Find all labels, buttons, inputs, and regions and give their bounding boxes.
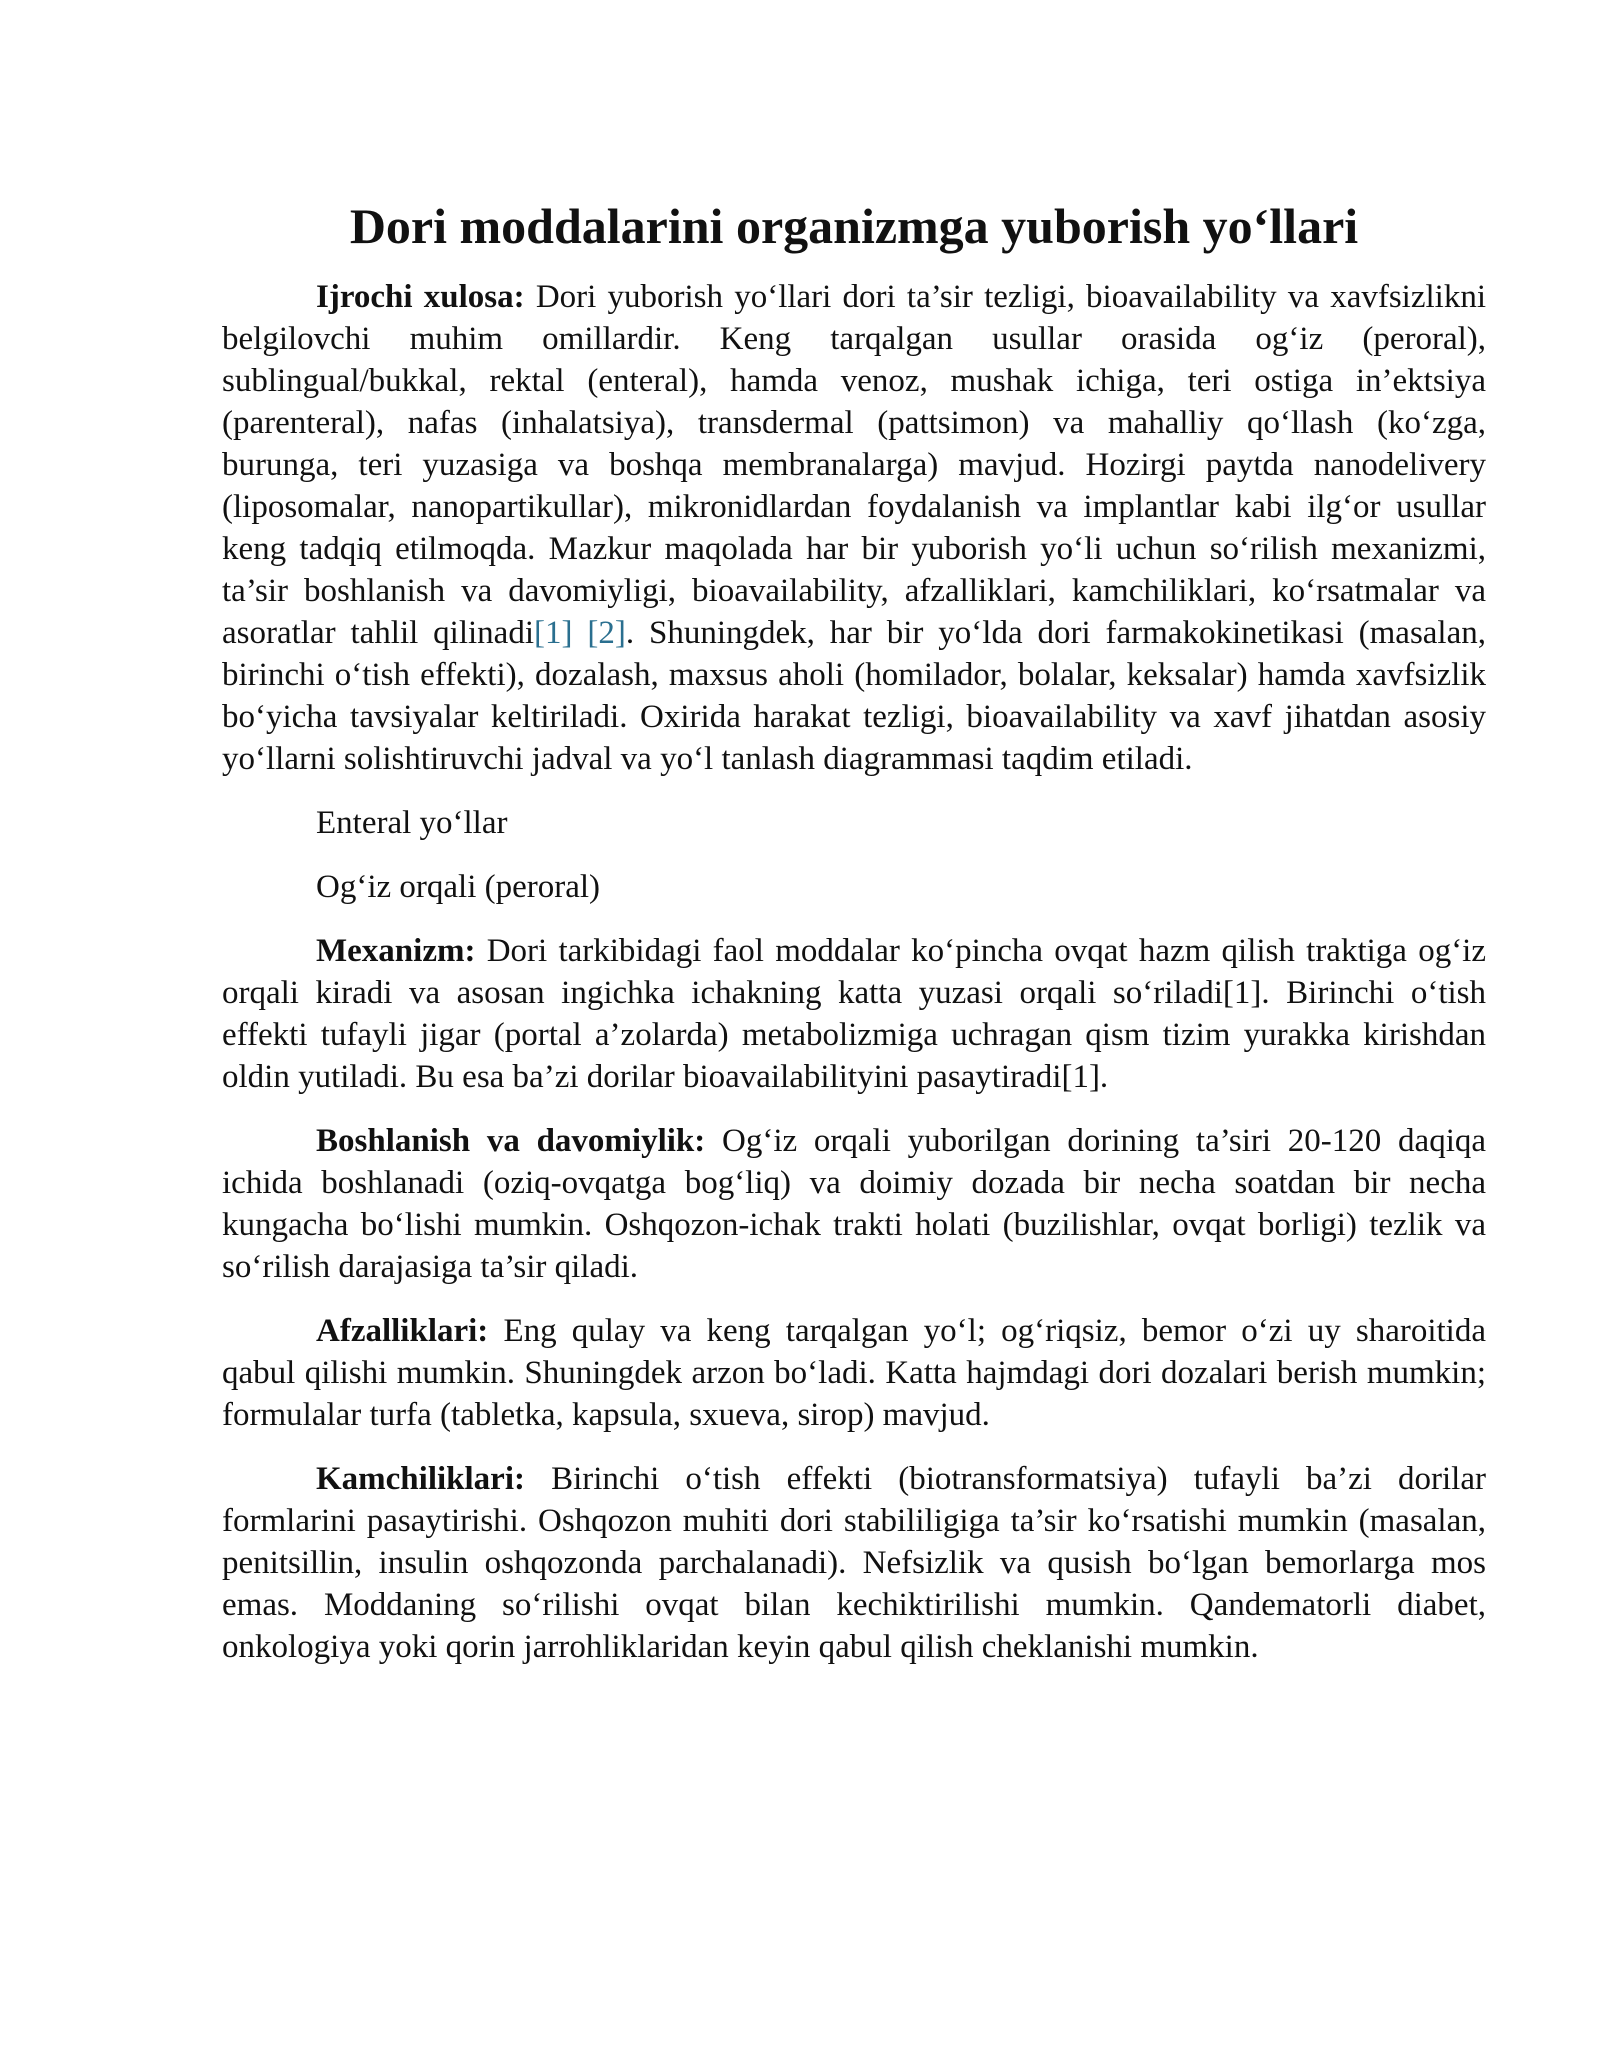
paragraph-text: Eng qulay va keng tarqalgan yo‘l; og‘riqsiz, bemor o‘zi uy sharoitida qabul qilishi mumkin. Shuningdek arzon bo‘ladi. Katta hajmdagi dori dozalari berish mumkin; formulalar turfa (tabletka, kapsula, sxueva, sirop) mavjud. (222, 1313, 1486, 1433)
mechanism-paragraph (222, 930, 1486, 1098)
disadvantages-paragraph (222, 1458, 1486, 1668)
reference-link-1[interactable]: [1] (534, 615, 573, 651)
summary-lead: Ijrochi xulosa: (316, 279, 525, 315)
subsection-heading-oral: Og‘iz orqali (peroral) (316, 869, 601, 905)
paragraph-lead: Kamchiliklari: (316, 1461, 525, 1497)
onset-duration-paragraph (222, 1120, 1486, 1288)
summary-text: Dori yuborish yo‘llari dori ta’sir tezligi, bioavailability va xavfsizlikni belgilovchi muhim omillardir. Keng tarqalgan usullar orasida og‘iz (peroral), sublingual/bukkal, rektal (enteral), hamda venoz, mushak ichiga, teri ostiga in’ektsiya (parenteral), nafas (inhalatsiya), transdermal (pattsimon) va mahalliy qo‘llash (ko‘zga, burunga, teri yuzasiga va boshqa membranalarga) mavjud. Hozirgi paytda nanodelivery (liposomalar, nanopartikullar), mikronidlardan foydalanish va implantlar kabi ilg‘or usullar keng tadqiq etilmoqda. Mazkur maqolada har bir yuborish yo‘li uchun so‘rilish mexanizmi, ta’sir boshlanish va davomiyligi, bioavailability, afzalliklari, kamchiliklari, ko‘rsatmalar va asoratlar tahlil qilinadi (222, 279, 1486, 651)
document-page (222, 196, 1486, 1668)
paragraph-text: Dori tarkibidagi faol moddalar ko‘pincha ovqat hazm qilish traktiga og‘iz orqali kiradi va asosan ingichka ichakning katta yuzasi orqali so‘riladi[1]. Birinchi o‘tish effekti tufayli jigar (portal a’zolarda) metabolizmiga uchragan qism tizim yurakka kirishdan oldin yutiladi. Bu esa ba’zi dorilar bioavailabilityini pasaytiradi[1]. (222, 933, 1486, 1095)
reference-separator (572, 615, 587, 651)
paragraph-lead: Boshlanish va davomiylik: (316, 1123, 706, 1159)
summary-text-continued: . Shuningdek, har bir yo‘lda dori farmakokinetikasi (masalan, birinchi o‘tish effekti), dozalash, maxsus aholi (homilador, bolalar, keksalar) hamda xavfsizlik bo‘yicha tavsiyalar keltiriladi. Oxirida harakat tezligi, bioavailability va xavf jihatdan asosiy yo‘llarni solishtiruvchi jadval va yo‘l tanlash diagrammasi taqdim etiladi. (222, 615, 1486, 777)
executive-summary-paragraph (222, 276, 1486, 780)
paragraph-lead: Mexanizm: (316, 933, 476, 969)
paragraph-text: Og‘iz orqali yuborilgan dorining ta’siri 20-120 daqiqa ichida boshlanadi (oziq-ovqatga bog‘liq) va doimiy dozada bir necha soatdan bir necha kungacha bo‘lishi mumkin. Oshqozon-ichak trakti holati (buzilishlar, ovqat borligi) tezlik va so‘rilish darajasiga ta’sir qiladi. (222, 1123, 1487, 1285)
advantages-paragraph (222, 1310, 1486, 1436)
paragraph-lead: Afzalliklari: (316, 1313, 489, 1349)
document-title: Dori moddalarini organizmga yuborish yo‘llari (349, 198, 1359, 254)
section-heading-enteral: Enteral yo‘llar (316, 805, 508, 841)
paragraph-text: Birinchi o‘tish effekti (biotransformatsiya) tufayli ba’zi dorilar formlarini pasaytirishi. Oshqozon muhiti dori stabililigiga ta’sir ko‘rsatishi mumkin (masalan, penitsillin, insulin oshqozonda parchalanadi). Nefsizlik va qusish bo‘lgan bemorlarga mos emas. Moddaning so‘rilishi ovqat bilan kechiktirilishi mumkin. Qandematorli diabet, onkologiya yoki qorin jarrohliklaridan keyin qabul qilish cheklanishi mumkin. (222, 1461, 1486, 1665)
reference-link-2[interactable]: [2] (587, 615, 626, 651)
